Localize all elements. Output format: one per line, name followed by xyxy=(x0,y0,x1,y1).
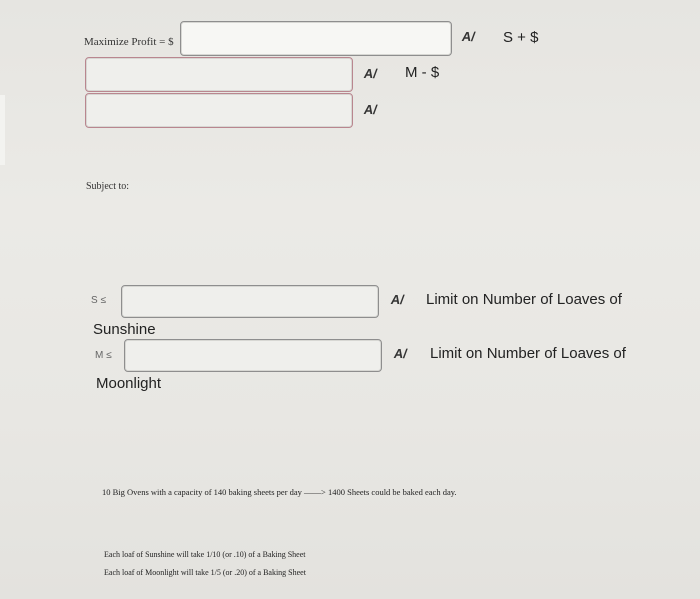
objective-term-s: S + $ xyxy=(503,29,539,46)
constraint-prefix-m: M ≤ xyxy=(95,350,112,361)
profit-input-m[interactable] xyxy=(85,57,353,92)
profit-input-extra[interactable] xyxy=(85,93,353,128)
constraint-input-m[interactable] xyxy=(124,339,382,372)
page-edge xyxy=(0,95,5,165)
profit-input-s[interactable] xyxy=(180,21,452,56)
spell-check-icon[interactable]: A/ xyxy=(389,292,406,307)
objective-label: Maximize Profit = $ xyxy=(84,36,174,48)
sunshine-note: Each loaf of Sunshine will take 1/10 (or .10) of a Baking Sheet xyxy=(104,550,306,559)
spell-check-icon[interactable]: A/ xyxy=(392,346,409,361)
constraint-input-s[interactable] xyxy=(121,285,379,318)
constraint-product-m: Moonlight xyxy=(96,375,162,392)
spell-check-icon[interactable]: A/ xyxy=(362,102,379,117)
constraint-product-s: Sunshine xyxy=(93,321,156,338)
subject-to-label: Subject to: xyxy=(86,181,130,192)
constraint-prefix-s: S ≤ xyxy=(91,295,106,306)
constraint-desc-s: Limit on Number of Loaves of xyxy=(426,291,622,308)
spell-check-icon[interactable]: A/ xyxy=(362,66,379,81)
moonlight-note: Each loaf of Moonlight will take 1/5 (or .20) of a Baking Sheet xyxy=(104,568,306,577)
constraint-desc-m: Limit on Number of Loaves of xyxy=(430,345,626,362)
objective-term-m: M - $ xyxy=(405,64,440,81)
spell-check-icon[interactable]: A/ xyxy=(460,29,477,44)
ovens-note: 10 Big Ovens with a capacity of 140 baking sheets per day ——> 1400 Sheets could be baked each day. xyxy=(102,487,457,497)
